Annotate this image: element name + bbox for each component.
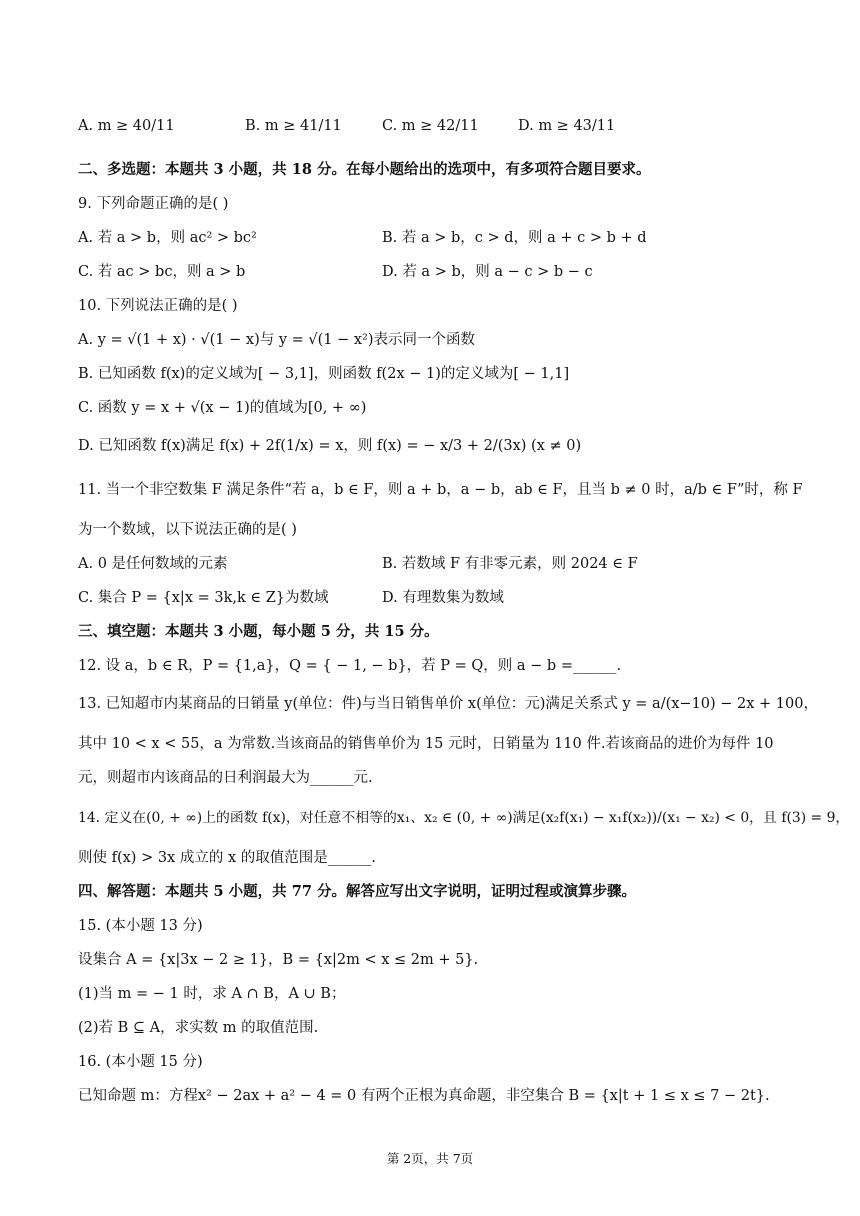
q11-option-a: A. 0 是任何数域的元素: [78, 556, 228, 572]
q10-option-c: C. 函数 y = x + √(x − 1)的值域为[0, + ∞): [78, 400, 367, 416]
q14-line2: 则使 f(x) > 3x 成立的 x 的取值范围是______.: [78, 850, 376, 866]
q11-stem-line1: 11. 当一个非空数集 F 满足条件“若 a，b ∈ F，则 a + b，a − b，ab ∈ F，且当 b ≠ 0 时，a/b ∈ F”时，称 F: [78, 482, 803, 498]
q15-line1: 设集合 A = {x|3x − 2 ≥ 1}，B = {x|2m < x ≤ 2m + 5}.: [78, 952, 479, 968]
q9-option-c: C. 若 ac > bc，则 a > b: [78, 264, 246, 280]
q9-stem: 9. 下列命题正确的是( ): [78, 196, 229, 212]
q13-line3: 元，则超市内该商品的日利润最大为______元.: [78, 770, 373, 786]
q8-option-a: A. m ≥ 40/11: [78, 118, 175, 134]
q11-option-d: D. 有理数集为数域: [382, 590, 504, 606]
q16-line1: 已知命题 m：方程x² − 2ax + a² − 4 = 0 有两个正根为真命题，非空集合 B = {x|t + 1 ≤ x ≤ 7 − 2t}.: [78, 1088, 770, 1104]
q13-line2: 其中 10 < x < 55，a 为常数.当该商品的销售单价为 15 元时，日销量为 110 件.若该商品的进价为每件 10: [78, 736, 774, 752]
section-3-heading: 三、填空题：本题共 3 小题，每小题 5 分，共 15 分。: [78, 623, 439, 640]
q11-stem-line2: 为一个数域，以下说法正确的是( ): [78, 522, 297, 538]
q15-line3: (2)若 B ⊆ A，求实数 m 的取值范围.: [78, 1020, 319, 1036]
q14-line1: 14. 定义在(0, + ∞)上的函数 f(x)，对任意不相等的x₁、x₂ ∈ (0, + ∞)满足(x₂f(x₁) − x₁f(x₂))/(x₁ − x₂) < 0，且 f(3) = 9，: [78, 810, 850, 826]
q10-option-d: D. 已知函数 f(x)满足 f(x) + 2f(1/x) = x，则 f(x) = − x/3 + 2/(3x) (x ≠ 0): [78, 438, 582, 454]
q10-option-a: A. y = √(1 + x) · √(1 − x)与 y = √(1 − x²)表示同一个函数: [78, 332, 476, 348]
q9-option-d: D. 若 a > b，则 a − c > b − c: [382, 264, 593, 280]
q13-line1: 13. 已知超市内某商品的日销量 y(单位：件)与当日销售单价 x(单位：元)满足关系式 y = a/(x−10) − 2x + 100，: [78, 696, 818, 712]
q12-text: 12. 设 a，b ∈ R，P = {1,a}，Q = { − 1, − b}，若 P = Q，则 a − b =______.: [78, 658, 622, 674]
q8-option-d: D. m ≥ 43/11: [518, 118, 616, 134]
q11-option-c: C. 集合 P = {x|x = 3k,k ∈ Z}为数域: [78, 590, 329, 606]
q9-option-b: B. 若 a > b，c > d，则 a + c > b + d: [382, 230, 647, 246]
q10-stem: 10. 下列说法正确的是( ): [78, 298, 238, 314]
q16-head: 16. (本小题 15 分): [78, 1054, 203, 1070]
section-4-heading: 四、解答题：本题共 5 小题，共 77 分。解答应写出文字说明，证明过程或演算步骤。: [78, 883, 636, 900]
page-footer: 第 2页，共 7页: [386, 1151, 474, 1166]
q15-line2: (1)当 m = − 1 时，求 A ∩ B，A ∪ B；: [78, 986, 346, 1002]
q9-option-a: A. 若 a > b，则 ac² > bc²: [78, 230, 257, 246]
q10-option-b: B. 已知函数 f(x)的定义域为[ − 3,1]，则函数 f(2x − 1)的定义域为[ − 1,1]: [78, 366, 570, 382]
q11-option-b: B. 若数域 F 有非零元素，则 2024 ∈ F: [382, 556, 638, 572]
section-2-heading: 二、多选题：本题共 3 小题，共 18 分。在每小题给出的选项中，有多项符合题目要求。: [78, 161, 651, 178]
q8-option-b: B. m ≥ 41/11: [245, 118, 342, 134]
q15-head: 15. (本小题 13 分): [78, 918, 203, 934]
q8-option-c: C. m ≥ 42/11: [382, 118, 479, 134]
